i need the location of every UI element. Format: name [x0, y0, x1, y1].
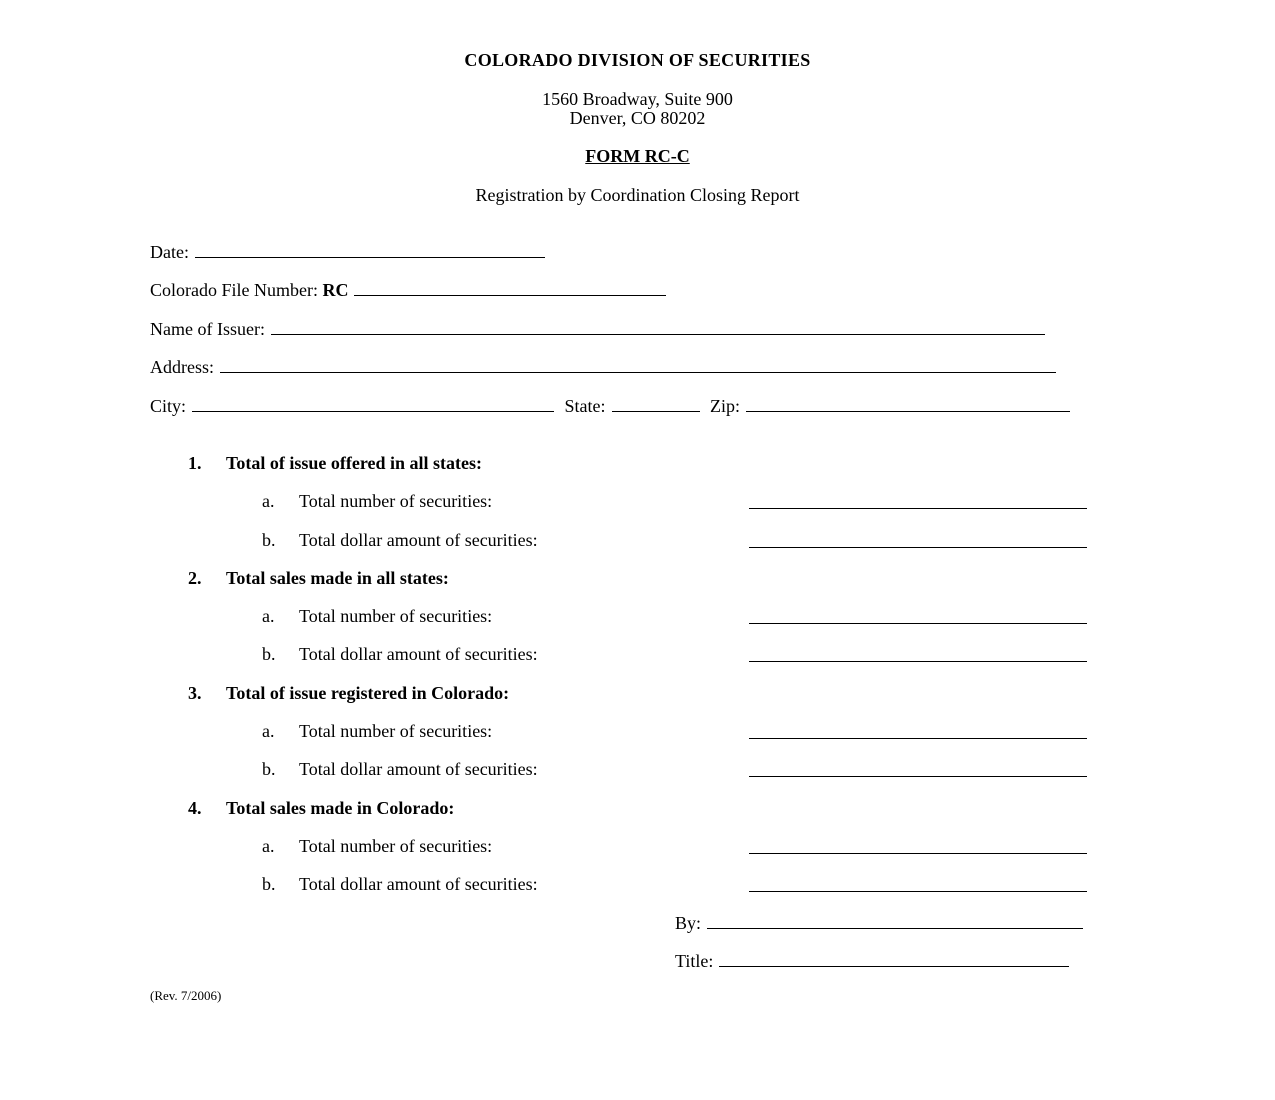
section-1-item-a: [262, 491, 492, 511]
item-letter: a.: [262, 836, 275, 856]
agency-address-line1: 1560 Broadway, Suite 900: [542, 89, 733, 109]
by-field[interactable]: [707, 913, 1083, 929]
section-1-item-b: [262, 530, 538, 550]
section-1-heading: [188, 453, 482, 473]
form-title-text: FORM RC-C: [585, 146, 690, 166]
item-letter: b.: [262, 759, 276, 779]
section-2-item-b: [262, 644, 538, 664]
form-subtitle: Registration by Coordination Closing Report: [475, 185, 800, 205]
item-label: Total number of securities:: [299, 721, 493, 741]
section-4-heading: [188, 798, 454, 818]
file-number-prefix: RC: [322, 280, 349, 300]
state-label: State:: [564, 396, 606, 416]
file-number-field[interactable]: [354, 280, 666, 296]
item-label: Total dollar amount of securities:: [299, 759, 538, 779]
item-letter: b.: [262, 530, 276, 550]
section-title: Total of issue registered in Colorado:: [226, 683, 510, 703]
section-title: Total of issue offered in all states:: [226, 453, 482, 473]
title-field[interactable]: [719, 951, 1069, 967]
section-number: 4.: [188, 798, 202, 818]
date-label: Date:: [150, 242, 189, 262]
section-2-heading: [188, 568, 449, 588]
section-2-item-a: [262, 606, 492, 626]
section-4-item-a: [262, 836, 492, 856]
city-field[interactable]: [192, 396, 554, 412]
item-letter: a.: [262, 721, 275, 741]
section-number: 2.: [188, 568, 202, 588]
item-label: Total dollar amount of securities:: [299, 644, 538, 664]
issuer-label: Name of Issuer:: [150, 319, 265, 339]
file-number-label: Colorado File Number:: [150, 280, 318, 300]
signature-by-row: [675, 913, 1083, 933]
section-4-item-a-field[interactable]: [749, 838, 1087, 854]
by-label: By:: [675, 913, 702, 933]
signature-title-row: [675, 951, 1069, 971]
section-4-item-b: [262, 874, 538, 894]
section-3-item-b: [262, 759, 538, 779]
item-letter: b.: [262, 644, 276, 664]
item-label: Total number of securities:: [299, 606, 493, 626]
city-state-zip-row: [150, 396, 1070, 416]
form-title: [0, 146, 1275, 166]
item-letter: a.: [262, 606, 275, 626]
section-1-item-a-field[interactable]: [749, 493, 1087, 509]
section-3-item-a-field[interactable]: [749, 723, 1087, 739]
section-2-item-b-field[interactable]: [749, 646, 1087, 662]
section-3-item-b-field[interactable]: [749, 761, 1087, 777]
agency-address-line2: Denver, CO 80202: [569, 108, 706, 128]
zip-field[interactable]: [746, 396, 1070, 412]
address-field[interactable]: [220, 357, 1056, 373]
address-label: Address:: [150, 357, 214, 377]
item-label: Total number of securities:: [299, 836, 493, 856]
revision-note: (Rev. 7/2006): [150, 988, 222, 1003]
state-field[interactable]: [612, 396, 700, 412]
date-row: [150, 242, 545, 262]
title-label: Title:: [675, 951, 714, 971]
agency-name: COLORADO DIVISION OF SECURITIES: [464, 50, 811, 70]
section-3-item-a: [262, 721, 492, 741]
issuer-row: [150, 319, 1045, 339]
section-3-heading: [188, 683, 509, 703]
file-number-row: [150, 280, 666, 300]
section-title: Total sales made in all states:: [226, 568, 449, 588]
section-number: 1.: [188, 453, 202, 473]
zip-label: Zip:: [710, 396, 741, 416]
item-letter: b.: [262, 874, 276, 894]
section-4-item-b-field[interactable]: [749, 876, 1087, 892]
issuer-field[interactable]: [271, 319, 1045, 335]
section-2-item-a-field[interactable]: [749, 608, 1087, 624]
item-label: Total number of securities:: [299, 491, 493, 511]
item-label: Total dollar amount of securities:: [299, 874, 538, 894]
city-label: City:: [150, 396, 187, 416]
section-1-item-b-field[interactable]: [749, 532, 1087, 548]
address-row: [150, 357, 1056, 377]
item-letter: a.: [262, 491, 275, 511]
item-label: Total dollar amount of securities:: [299, 530, 538, 550]
section-title: Total sales made in Colorado:: [226, 798, 455, 818]
date-field[interactable]: [195, 242, 545, 258]
section-number: 3.: [188, 683, 202, 703]
